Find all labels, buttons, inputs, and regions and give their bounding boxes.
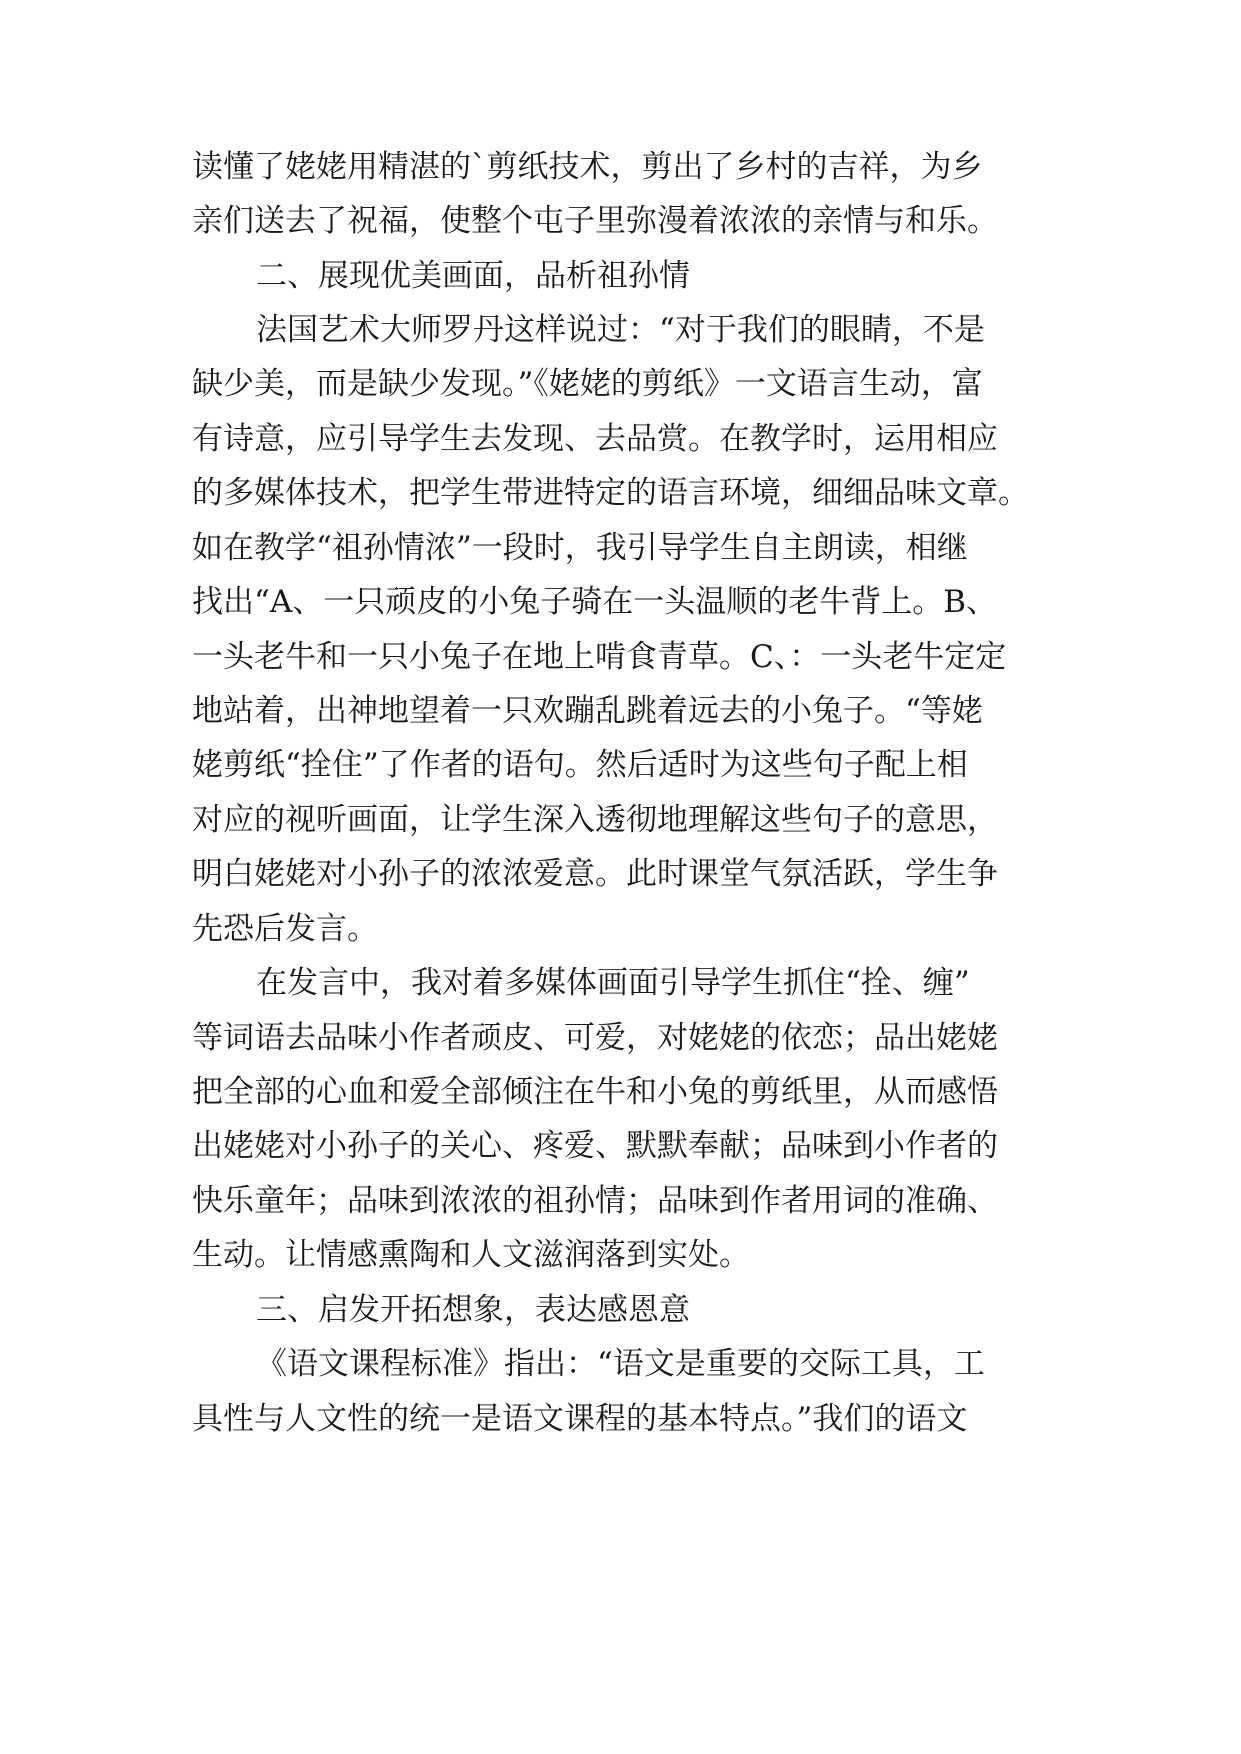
text-line: 有诗意，应引导学生去发现、去品赏。在教学时，运用相应 xyxy=(192,421,998,457)
text-line: 法国艺术大师罗丹这样说过：“对于我们的眼睛，不是 xyxy=(256,312,985,348)
text-line: 把全部的心血和爱全部倾注在牛和小兔的剪纸里，从而感悟 xyxy=(192,1074,998,1110)
section-heading-2: 二、展现优美画面，品析祖孙情 xyxy=(256,258,690,294)
text-line: 等词语去品味小作者顽皮、可爱，对姥姥的依恋；品出姥姥 xyxy=(192,1020,998,1056)
text-line: 找出“A、一只顽皮的小兔子骑在一头温顺的老牛背上。B、 xyxy=(192,584,998,620)
text-line: 具性与人文性的统一是语文课程的基本特点。”我们的语文 xyxy=(192,1401,968,1437)
text-line: 地站着，出神地望着一只欢蹦乱跳着远去的小兔子。“等姥 xyxy=(192,693,983,729)
text-line: 如在教学“祖孙情浓”一段时，我引导学生自主朗读，相继 xyxy=(192,530,968,566)
text-line: 明白姥姥对小孙子的浓浓爱意。此时课堂气氛活跃，学生争 xyxy=(192,856,998,892)
text-line: 亲们送去了祝福，使整个屯子里弥漫着浓浓的亲情与和乐。 xyxy=(192,203,998,239)
text-line: 快乐童年；品味到浓浓的祖孙情；品味到作者用词的准确、 xyxy=(192,1183,998,1219)
text-line: 姥剪纸“拴住”了作者的语句。然后适时为这些句子配上相 xyxy=(192,747,968,783)
text-line: 的多媒体技术，把学生带进特定的语言环境，细细品味文章。 xyxy=(192,475,1029,511)
text-line: 一头老牛和一只小兔子在地上啃食青草。C、：一头老牛定定 xyxy=(192,639,1007,675)
text-line: 生动。让情感熏陶和人文滋润落到实处。 xyxy=(192,1237,750,1273)
section-heading-3: 三、启发开拓想象，表达感恩意 xyxy=(256,1292,690,1328)
text-line: 《语文课程标准》指出：“语文是重要的交际工具，工 xyxy=(256,1346,985,1382)
text-line: 出姥姥对小孙子的关心、疼爱、默默奉献；品味到小作者的 xyxy=(192,1128,998,1164)
text-line: 读懂了姥姥用精湛的`剪纸技术，剪出了乡村的吉祥，为乡 xyxy=(192,149,983,185)
text-line: 对应的视听画面，让学生深入透彻地理解这些句子的意思， xyxy=(192,802,998,838)
text-line: 先恐后发言。 xyxy=(192,911,378,947)
text-line: 缺少美，而是缺少发现。”《姥姥的剪纸》一文语言生动，富 xyxy=(192,366,983,402)
text-line: 在发言中，我对着多媒体画面引导学生抓住“拴、缠” xyxy=(256,965,970,1001)
